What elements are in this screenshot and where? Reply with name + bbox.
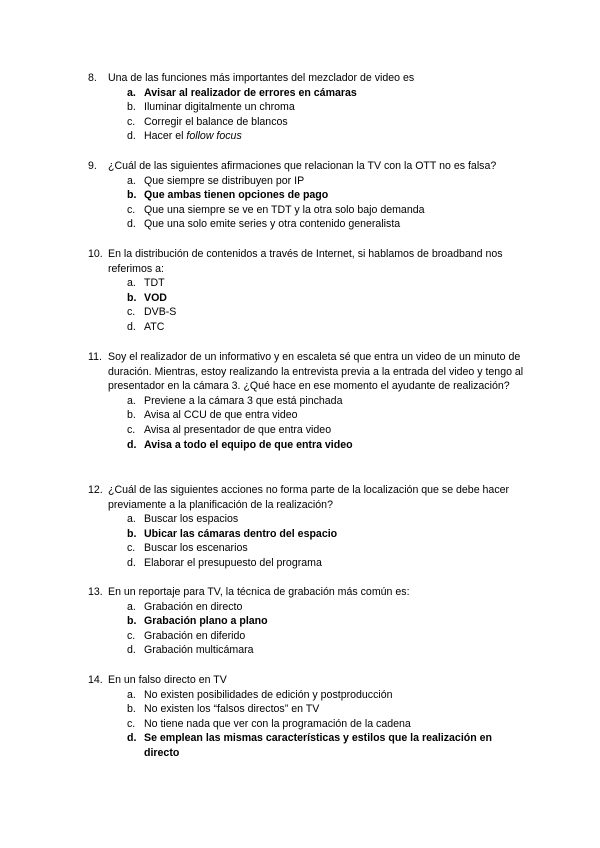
answer-option — [127, 408, 528, 423]
question-number: 10. — [88, 248, 103, 260]
option-letter: b. — [127, 703, 136, 716]
option-text: Buscar los espacios — [144, 513, 239, 526]
answer-option — [127, 731, 528, 760]
option-letter: b. — [127, 101, 136, 114]
question-text: En la distribución de contenidos a través de Internet, si hablamos de broadband nos referimos a: — [108, 248, 503, 275]
answer-option — [127, 717, 528, 732]
option-text: No tiene nada que ver con la programación de la cadena — [144, 717, 411, 730]
answer-option — [127, 129, 528, 144]
option-text: Elaborar el presupuesto del programa — [144, 556, 322, 569]
option-text: Corregir el balance de blancos — [144, 115, 288, 128]
option-letter: d. — [127, 438, 137, 451]
option-letter: c. — [127, 423, 136, 436]
question-number: 12. — [88, 484, 103, 496]
option-letter: c. — [127, 306, 136, 319]
option-text: TDT — [144, 277, 165, 290]
answer-option — [127, 217, 528, 232]
answer-option — [127, 423, 528, 438]
answer-option — [127, 614, 528, 629]
option-letter: d. — [127, 130, 136, 143]
answer-option — [127, 394, 528, 409]
option-text: Grabación multicámara — [144, 644, 254, 657]
question-8 — [88, 71, 528, 144]
answer-option — [127, 600, 528, 615]
answer-option — [127, 174, 528, 189]
answer-option — [127, 643, 528, 658]
option-letter: a. — [127, 513, 136, 526]
answer-option — [127, 556, 528, 571]
question-text: ¿Cuál de las siguientes acciones no forma parte de la localización que se debe hacer previamente a la planificación de la realización? — [108, 484, 510, 511]
question-text: Una de las funciones más importantes del mezclador de video es — [108, 72, 415, 84]
answer-option — [127, 203, 528, 218]
option-letter: d. — [127, 732, 137, 745]
question-number: 11. — [88, 351, 102, 363]
option-text: DVB-S — [144, 306, 177, 319]
option-letter: c. — [127, 717, 136, 730]
option-text: Buscar los escenarios — [144, 542, 248, 555]
question-number: 13. — [88, 586, 103, 598]
question-text: En un reportaje para TV, la técnica de grabación más común es: — [108, 586, 410, 598]
option-text: VOD — [144, 291, 167, 304]
option-text: Que ambas tienen opciones de pago — [144, 189, 329, 202]
option-text: Que una solo emite series y otra contenido generalista — [144, 218, 401, 231]
option-text: Se emplean las mismas características y estilos que la realización en directo — [144, 732, 493, 759]
answer-option — [127, 320, 528, 335]
option-text: Avisa a todo el equipo de que entra video — [144, 438, 353, 451]
question-13 — [88, 585, 528, 658]
option-letter: b. — [127, 291, 137, 304]
option-text: Grabación en directo — [144, 600, 243, 613]
question-11 — [88, 350, 528, 452]
option-text: Avisa al CCU de que entra video — [144, 409, 298, 422]
answer-option — [127, 100, 528, 115]
answer-option — [127, 629, 528, 644]
answer-option — [127, 291, 528, 306]
option-text: No existen los “falsos directos” en TV — [144, 703, 320, 716]
option-letter: d. — [127, 644, 136, 657]
answer-option — [127, 688, 528, 703]
option-text — [144, 129, 528, 144]
answer-option — [127, 527, 528, 542]
question-number: 14. — [88, 674, 103, 686]
option-letter: c. — [127, 542, 136, 555]
answer-option — [127, 305, 528, 320]
option-text: Grabación plano a plano — [144, 615, 268, 628]
option-text: Que una siempre se ve en TDT y la otra solo bajo demanda — [144, 203, 425, 216]
option-letter: d. — [127, 320, 136, 333]
answer-option — [127, 541, 528, 556]
option-letter: a. — [127, 86, 136, 99]
option-letter: a. — [127, 688, 136, 701]
answer-option — [127, 115, 528, 130]
option-text: Avisa al presentador de que entra video — [144, 423, 332, 436]
option-letter: b. — [127, 527, 137, 540]
option-letter: b. — [127, 189, 137, 202]
question-text: En un falso directo en TV — [108, 674, 227, 686]
question-number: 8. — [88, 72, 97, 84]
option-text: Grabación en diferido — [144, 629, 246, 642]
option-text: Iluminar digitalmente un chroma — [144, 101, 295, 114]
option-letter: c. — [127, 629, 136, 642]
answer-option — [127, 702, 528, 717]
question-14 — [88, 673, 528, 761]
option-letter: b. — [127, 615, 137, 628]
option-letter: b. — [127, 409, 136, 422]
option-letter: a. — [127, 174, 136, 187]
option-letter: a. — [127, 277, 136, 290]
answer-option — [127, 438, 528, 453]
answer-option — [127, 512, 528, 527]
option-letter: d. — [127, 556, 136, 569]
option-letter: d. — [127, 218, 136, 231]
question-9 — [88, 159, 528, 232]
answer-option — [127, 86, 528, 101]
option-letter: a. — [127, 600, 136, 613]
option-letter: a. — [127, 394, 136, 407]
option-letter: c. — [127, 203, 136, 216]
question-10 — [88, 247, 528, 335]
option-text: Que siempre se distribuyen por IP — [144, 174, 305, 187]
option-text: Previene a la cámara 3 que está pinchada — [144, 394, 343, 407]
option-text-italic: follow focus — [186, 130, 242, 143]
option-text: Avisar al realizador de errores en cámaras — [144, 86, 357, 99]
option-letter: c. — [127, 115, 136, 128]
answer-option — [127, 188, 528, 203]
option-text-prefix: Hacer el — [144, 130, 187, 143]
option-text: Ubicar las cámaras dentro del espacio — [144, 527, 338, 540]
question-number: 9. — [88, 160, 97, 172]
question-text: Soy el realizador de un informativo y en escaleta sé que entra un video de un minuto de duración. Mientras, estoy realizando la entrevista previa a la entrada del video y tengo al presentador en la cámara 3. ¿Qué hace en ese momento el ayudante de realización? — [108, 351, 524, 393]
question-text: ¿Cuál de las siguientes afirmaciones que relacionan la TV con la OTT no es falsa? — [108, 160, 497, 172]
answer-option — [127, 276, 528, 291]
option-text: ATC — [144, 320, 165, 333]
option-text: No existen posibilidades de edición y postproducción — [144, 688, 393, 701]
question-12 — [88, 483, 528, 571]
